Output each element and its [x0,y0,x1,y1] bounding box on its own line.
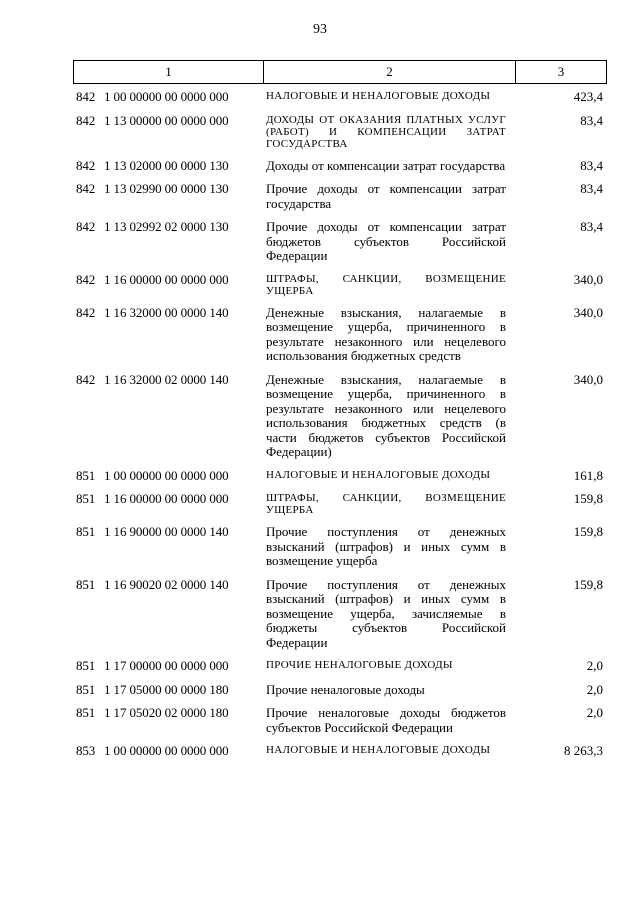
page-number: 93 [313,22,327,37]
income-name: Прочие неналоговые доходы [266,681,425,697]
income-name: Прочие поступления от денежных взысканий (штрафов) и иных сумм в возмещение ущерба [266,524,506,568]
budget-code [73,220,262,264]
income-name: Прочие поступления от денежных взысканий (штрафов) и иных сумм в возмещение ущерба, зачисляемые в бюджеты субъектов Российской Федерации [266,576,506,650]
amount: 423,4 [573,89,603,104]
budget-code [73,492,262,516]
admin-code: 842 [76,181,96,196]
amount: 2,0 [586,681,603,697]
income-name: Денежные взыскания, налагаемые в возмещение ущерба, причиненного в результате незаконного или нецелевого использования бюджетных средств [266,304,506,363]
classification-code: 1 16 32000 00 0000 140 [104,304,229,320]
classification-code: 1 16 90020 02 0000 140 [104,576,229,592]
table-row [73,744,607,759]
income-name: НАЛОГОВЫЕ И НЕНАЛОГОВЫЕ ДОХОДЫ [266,90,491,102]
table-row [73,306,607,364]
budget-code [73,373,262,460]
amount: 83,4 [580,157,603,173]
classification-code: 1 16 90000 00 0000 140 [104,524,229,539]
admin-code: 851 [76,681,96,697]
table-row [73,706,607,735]
admin-code: 851 [76,658,96,673]
income-name: ПРОЧИЕ НЕНАЛОГОВЫЕ ДОХОДЫ [266,659,453,671]
classification-code: 1 16 32000 02 0000 140 [104,371,229,387]
admin-code: 842 [76,157,96,173]
classification-code: 1 17 00000 00 0000 000 [104,658,229,673]
table-row [73,182,607,211]
admin-code: 842 [76,271,96,287]
income-name: Прочие доходы от компенсации затрат бюджетов субъектов Российской Федерации [266,219,506,263]
admin-code: 842 [76,219,96,234]
budget-code [73,744,262,759]
budget-code [73,659,262,674]
admin-code: 851 [76,524,96,539]
column-header-code: 1 [74,61,264,83]
table-row [73,159,607,174]
amount: 340,0 [573,371,603,387]
amount: 2,0 [586,658,603,673]
classification-code: 1 13 02990 00 0000 130 [104,181,229,196]
amount: 159,8 [573,491,603,506]
income-name: ШТРАФЫ, САНКЦИИ, ВОЗМЕЩЕНИЕ УЩЕРБА [266,272,506,297]
budget-code [73,273,262,297]
classification-code: 1 00 00000 00 0000 000 [104,467,229,483]
income-name: Денежные взыскания, налагаемые в возмещение ущерба, причиненного в результате незаконного или нецелевого использования бюджетных средств (в части бюджетов субъектов Российской Федерации) [266,371,506,459]
budget-code [73,114,262,150]
amount: 2,0 [586,705,603,720]
admin-code: 842 [76,89,96,104]
classification-code: 1 13 02000 00 0000 130 [104,157,229,173]
budget-code [73,469,262,484]
classification-code: 1 13 00000 00 0000 000 [104,112,229,128]
budget-code [73,525,262,569]
table-row [73,683,607,698]
table-row [73,220,607,264]
admin-code: 842 [76,304,96,320]
income-name: Доходы от компенсации затрат государства [266,157,506,173]
column-header-name: 2 [264,61,516,83]
admin-code: 851 [76,576,96,592]
classification-code: 1 17 05020 02 0000 180 [104,705,229,720]
table-header [73,60,607,84]
income-name: НАЛОГОВЫЕ И НЕНАЛОГОВЫЕ ДОХОДЫ [266,744,491,756]
amount: 83,4 [580,112,603,128]
budget-code [73,706,262,735]
table-row [73,659,607,674]
amount: 159,8 [573,524,603,539]
classification-code: 1 16 00000 00 0000 000 [104,271,229,287]
classification-code: 1 00 00000 00 0000 000 [104,743,229,758]
amount: 159,8 [573,576,603,592]
table-row [73,525,607,569]
table-row [73,492,607,516]
budget-code [73,90,262,105]
income-name: ДОХОДЫ ОТ ОКАЗАНИЯ ПЛАТНЫХ УСЛУГ (РАБОТ) И КОМПЕНСАЦИИ ЗАТРАТ ГОСУДАРСТВА [266,113,506,150]
table-row [73,469,607,484]
table-row [73,114,607,150]
admin-code: 851 [76,467,96,483]
classification-code: 1 13 02992 02 0000 130 [104,219,229,234]
amount: 83,4 [580,219,603,234]
admin-code: 842 [76,112,96,128]
admin-code: 842 [76,371,96,387]
budget-code [73,306,262,364]
income-name: Прочие доходы от компенсации затрат государства [266,181,506,211]
table-row [73,90,607,105]
budget-code [73,683,262,698]
amount: 8 263,3 [564,743,603,758]
amount: 340,0 [573,304,603,320]
amount: 83,4 [580,181,603,196]
amount: 161,8 [573,467,603,483]
classification-code: 1 17 05000 00 0000 180 [104,681,229,697]
table-body [73,90,607,768]
classification-code: 1 00 00000 00 0000 000 [104,89,229,104]
income-name: Прочие неналоговые доходы бюджетов субъектов Российской Федерации [266,705,506,735]
budget-code [73,159,262,174]
admin-code: 851 [76,705,96,720]
column-header-value: 3 [557,64,565,79]
amount: 340,0 [573,271,603,287]
table-row [73,273,607,297]
admin-code: 853 [76,743,96,758]
classification-code: 1 16 00000 00 0000 000 [104,491,229,506]
budget-code [73,182,262,211]
admin-code: 851 [76,491,96,506]
table-row [73,373,607,460]
budget-code [73,578,262,651]
table-row [73,578,607,651]
income-name: НАЛОГОВЫЕ И НЕНАЛОГОВЫЕ ДОХОДЫ [266,468,491,481]
income-name: ШТРАФЫ, САНКЦИИ, ВОЗМЕЩЕНИЕ УЩЕРБА [266,492,506,516]
